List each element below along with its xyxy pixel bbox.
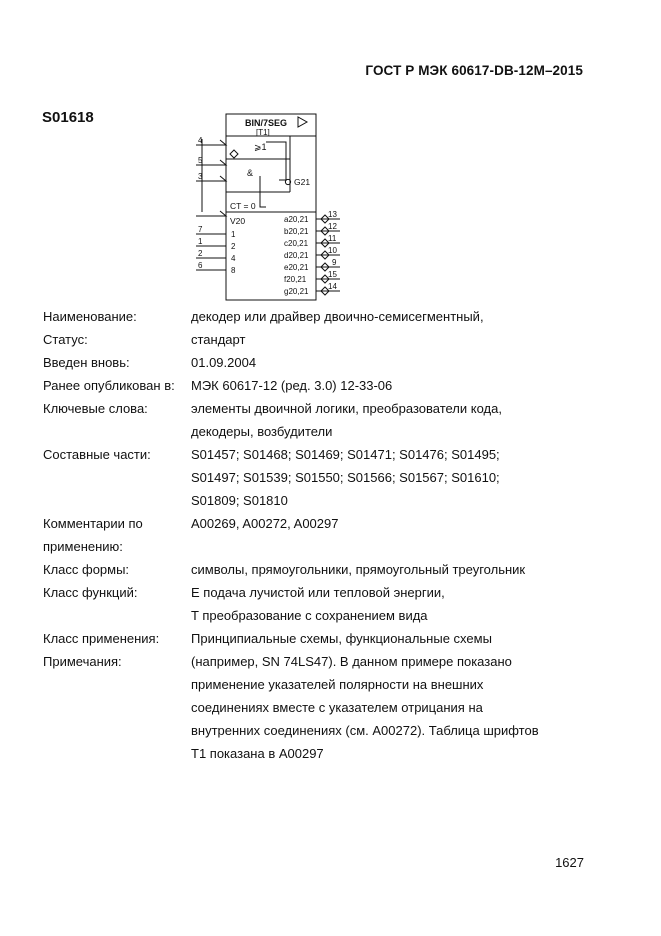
property-key: Класс функций: [43,585,138,600]
property-key: Класс применения: [43,631,160,646]
property-value: символы, прямоугольники, прямоугольный треугольник [191,562,526,577]
property-row [43,581,603,627]
pin-right: 14 [328,282,337,291]
pin-right: 9 [332,258,337,267]
property-value: (например, SN 74LS47). В данном примере показано применение указателей полярности на внешних соединениях вместе с указателем отрицания на внутренних соединениях (см. A00272). Таблица шрифтов T1 показана в A00297 [191,654,539,761]
output-d: d20,21 [284,251,309,260]
property-value: E подача лучистой или тепловой энергии, T преобразование с сохранением вида [191,585,445,623]
property-row [43,650,603,765]
weight-2: 2 [231,242,236,251]
property-row [43,305,603,328]
pin-right: 11 [328,234,337,243]
page-number: 1627 [555,855,584,870]
property-value: элементы двоичной логики, преобразователи кода, декодеры, возбудители [191,401,502,439]
property-key: Комментарии по применению: [43,516,143,554]
property-key: Наименование: [43,309,137,324]
standard-designation: ГОСТ Р МЭК 60617-DB-12M–2015 [365,63,583,78]
pin-right: 10 [328,246,337,255]
ct-label: CT = 0 [230,201,256,211]
and-label: & [247,168,254,178]
pin-left: 6 [198,261,203,270]
symbol-title: BIN/7SEG [245,118,288,128]
pin-left: 1 [198,237,203,246]
property-key: Введен вновь: [43,355,130,370]
property-value: 01.09.2004 [191,355,257,370]
property-row [43,443,603,512]
output-c: c20,21 [284,239,309,248]
pin-right: 15 [328,270,337,279]
weight-4: 4 [231,254,236,263]
property-key: Статус: [43,332,88,347]
entry-code: S01618 [42,109,94,126]
pin-right: 12 [328,222,337,231]
weight-8: 8 [231,266,236,275]
pin-left: 7 [198,225,203,234]
property-row [43,397,603,443]
or-label: ⩾1 [254,142,267,152]
output-e: e20,21 [284,263,309,272]
pin-left: 2 [198,249,203,258]
pin-right: 13 [328,210,337,219]
output-b: b20,21 [284,227,309,236]
title-triangle [298,117,307,127]
weight-1: 1 [231,230,236,239]
property-row [43,351,603,374]
pin-left: 5 [198,156,203,165]
property-value: Принципиальные схемы, функциональные схемы [191,631,492,646]
property-value: декодер или драйвер двоично-семисегментный, [191,309,484,324]
pin-left: 3 [198,172,203,181]
output-f: f20,21 [284,275,307,284]
property-row [43,374,603,397]
property-row [43,328,603,351]
property-value: S01457; S01468; S01469; S01471; S01476; S01495; S01497; S01539; S01550; S01566; S01567; S01610; S01809; S01810 [191,447,500,508]
property-key: Ключевые слова: [43,401,148,416]
output-a: a20,21 [284,215,309,224]
property-key: Класс формы: [43,562,130,577]
decoder-symbol [190,110,350,305]
pin-left: 4 [198,136,203,145]
property-row [43,512,603,558]
diamond-icon [230,150,238,158]
font-table-label: [T1] [256,128,270,137]
output-g: g20,21 [284,287,309,296]
property-value: стандарт [191,332,246,347]
property-row [43,558,603,581]
properties-table [43,305,603,765]
property-row [43,627,603,650]
property-value: МЭК 60617-12 (ред. 3.0) 12-33-06 [191,378,393,393]
v-label: V20 [230,216,246,226]
property-key: Примечания: [43,654,122,669]
property-key: Ранее опубликован в: [43,378,175,393]
property-key: Составные части: [43,447,151,462]
g-label: G21 [294,177,311,187]
property-value: A00269, A00272, A00297 [191,516,339,531]
